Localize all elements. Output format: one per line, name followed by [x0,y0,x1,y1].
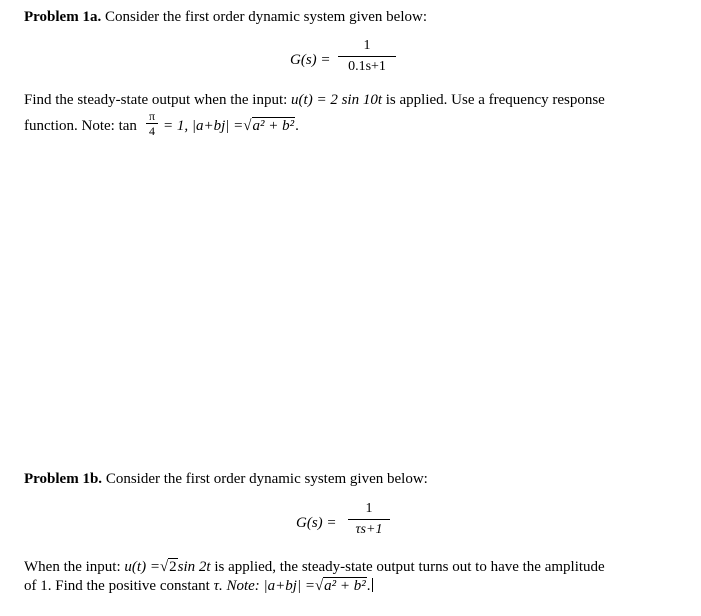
radical-sign: √ [243,118,252,134]
problem-1a-pi-over-4 [146,110,158,137]
fraction-bar [338,56,396,57]
pi-symbol: π [148,109,156,123]
problem-1b-input-eq-a: u(t) = [124,559,160,575]
problem-1b-line2-end: . [366,578,371,594]
problem-1a-input-equation: u(t) = 2 sin 10t [291,92,382,108]
radical-sign: √ [159,559,169,575]
problem-1b-tf-denominator: τs+1 [355,522,383,537]
problem-1a-line2-text-b: = 1, |a+bj| = [163,118,244,134]
problem-1b-tf-lhs: G(s) = [296,515,337,531]
problem-1a-line-1 [24,92,605,109]
problem-1a-intro: Consider the first order dynamic system given below: [104,9,427,25]
problem-1a-line-2 [24,118,137,135]
problem-1b-line1-text-b: is applied, the steady-state output turns out to have the amplitude [214,559,605,575]
problem-1a-heading: Problem 1a. [24,9,102,25]
problem-1b-line1-text-a: When the input: [24,559,121,575]
problem-1b-line2-text-a: of 1. Find the positive constant [24,578,210,594]
problem-1a-radicand: a² + b² [252,118,295,134]
tau-symbol: τ [213,578,219,594]
fraction-bar [348,519,390,520]
problem-1a-transfer-function [338,38,396,75]
problem-1b-input-eq-b: sin 2t [177,559,211,575]
radical-sign: √ [314,578,324,594]
problem-1b-heading: Problem 1b. [24,471,103,487]
problem-1a-line-2-rest [163,118,299,135]
problem-1b-line-1 [24,559,605,576]
problem-1a-line1-text-a: Find the steady-state output when the input: [24,92,288,108]
problem-1a-line2-end: . [295,118,299,134]
problem-1b-line-2 [24,578,373,595]
problem-1a-tf-lhs: G(s) = [290,52,331,68]
problem-1b-sqrt-arg: 2 [169,559,177,575]
problem-1b-line2-text-b: . Note: |a+bj| = [218,578,315,594]
problem-1b-tf-numerator: 1 [365,501,373,516]
problem-1a-line1-text-b: is applied. Use a frequency response [385,92,605,108]
problem-1b-heading-line [24,471,428,488]
problem-1b-transfer-function [348,501,390,538]
problem-1b-radicand: a² + b² [324,578,366,594]
problem-1a-heading-line [24,9,427,26]
problem-1a-tf-numerator: 1 [363,38,371,53]
denominator-four: 4 [149,124,155,138]
problem-1a-tf-denominator: 0.1s+1 [348,59,386,74]
problem-1b-intro: Consider the first order dynamic system given below: [105,471,428,487]
problem-1a-line2-text-a: function. Note: tan [24,118,137,134]
text-cursor [372,578,373,592]
